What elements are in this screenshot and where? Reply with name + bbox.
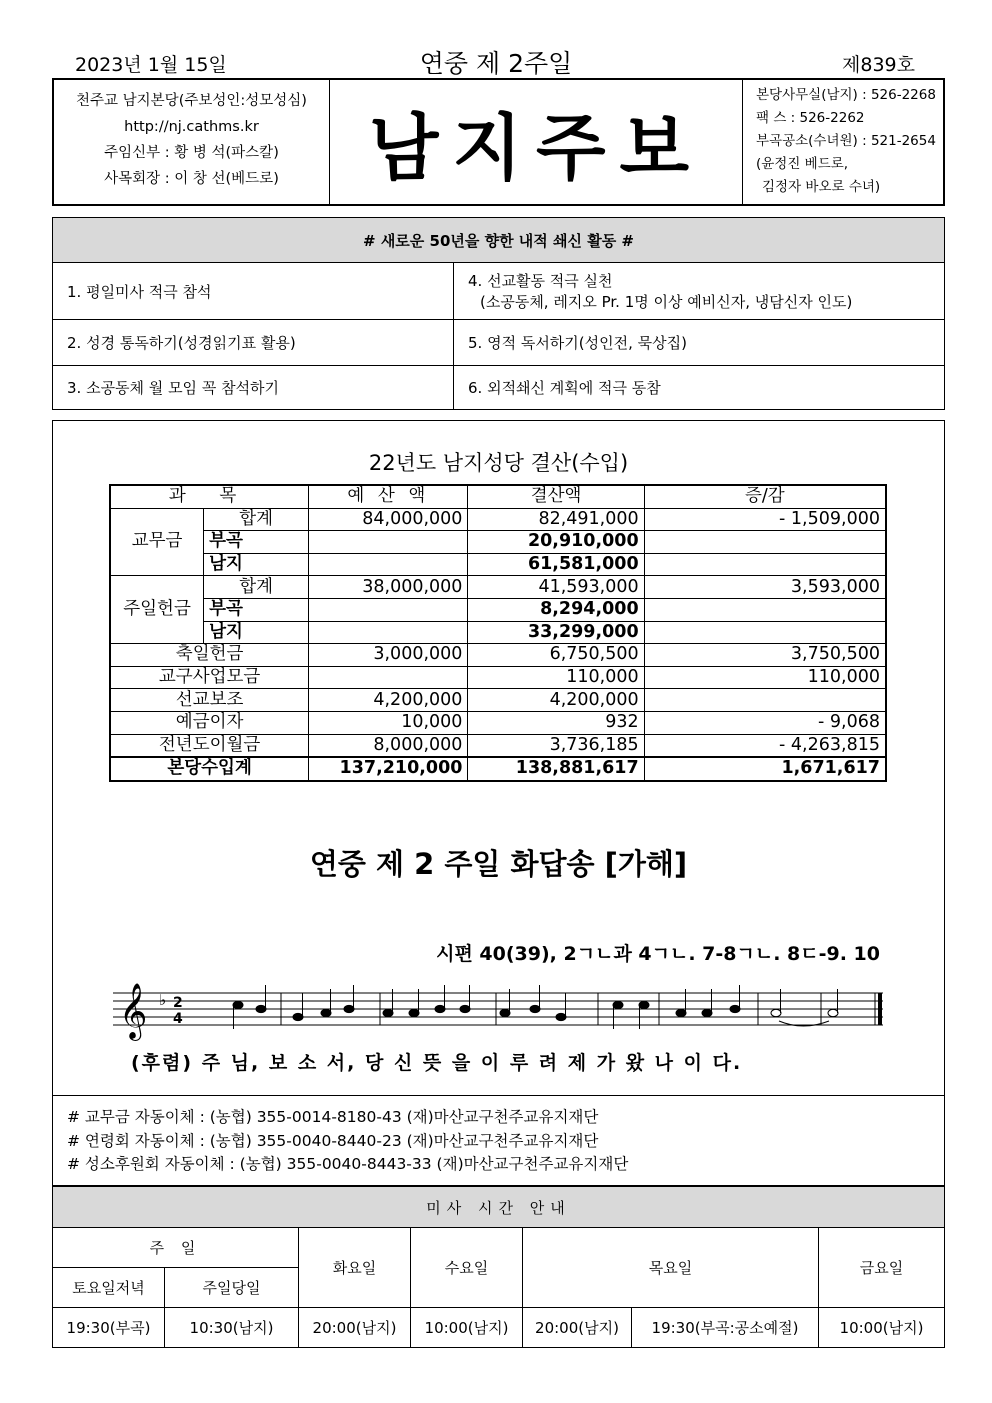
diff-amount bbox=[644, 621, 886, 644]
mass-time: 20:00(남지) bbox=[523, 1308, 632, 1348]
budget-item: 예금이자 bbox=[110, 711, 309, 734]
budget-amount: 38,000,000 bbox=[309, 576, 468, 599]
diff-amount: 110,000 bbox=[644, 666, 886, 689]
renewal-item: 2. 성경 통독하기(성경읽기표 활용) bbox=[53, 320, 454, 366]
sat-eve-header: 토요일저녁 bbox=[53, 1268, 165, 1308]
music-note bbox=[293, 1013, 303, 1020]
budget-item: 전년도이월금 bbox=[110, 734, 309, 757]
psalm-reference: 시편 40(39), 2ㄱㄴ과 4ㄱㄴ. 7-8ㄱㄴ. 8ㄷ-9. 10 bbox=[436, 943, 880, 965]
time-sig-top: 2 bbox=[173, 995, 183, 1011]
budget-row bbox=[110, 508, 886, 531]
budget-group: 교무금 bbox=[110, 508, 204, 576]
budget-item: 남지 bbox=[204, 553, 309, 576]
nun-names-1: (윤정진 베드로, bbox=[756, 156, 849, 172]
actual-amount: 41,593,000 bbox=[468, 576, 644, 599]
fax-number: 팩 스 : 526-2262 bbox=[756, 110, 865, 126]
bulletin-header bbox=[52, 78, 945, 206]
actual-amount: 138,881,617 bbox=[468, 757, 644, 781]
diff-amount bbox=[644, 689, 886, 712]
main-content-box bbox=[52, 420, 945, 1186]
music-note bbox=[613, 1001, 623, 1008]
diff-amount: - 9,068 bbox=[644, 711, 886, 734]
budget-header-row bbox=[110, 485, 886, 508]
renewal-item bbox=[454, 263, 945, 320]
budget-item: 부곡 bbox=[204, 598, 309, 621]
nun-names-2: 김정자 바오로 수녀) bbox=[762, 179, 881, 195]
music-note bbox=[233, 1001, 243, 1008]
transfer-line: # 연령회 자동이체 : (농협) 355-0040-8440-23 (재)마산교구천주교유지재단 bbox=[67, 1131, 599, 1150]
music-note bbox=[828, 1009, 838, 1016]
budget-row bbox=[110, 666, 886, 689]
renewal-item: 6. 외적쇄신 계획에 적극 동참 bbox=[454, 366, 945, 410]
budget-item: 축일헌금 bbox=[110, 644, 309, 667]
col-actual: 결산액 bbox=[468, 485, 644, 508]
mass-heading: 미사 시간 안내 bbox=[53, 1187, 945, 1228]
music-staff bbox=[113, 981, 889, 1045]
diff-amount bbox=[644, 598, 886, 621]
budget-row bbox=[110, 598, 886, 621]
pastor-name: 주임신부 : 황 병 석(파스칼) bbox=[104, 145, 279, 161]
parish-name: 천주교 남지본당(주보성인:성모성심) bbox=[76, 93, 307, 109]
issue-date: 2023년 1월 15일 bbox=[75, 54, 227, 76]
actual-amount: 110,000 bbox=[468, 666, 644, 689]
budget-item: 남지 bbox=[204, 621, 309, 644]
wed-header: 수요일 bbox=[411, 1228, 523, 1308]
budget-table bbox=[109, 484, 887, 782]
diff-amount: 3,750,500 bbox=[644, 644, 886, 667]
budget-amount: 84,000,000 bbox=[309, 508, 468, 531]
music-note bbox=[409, 1009, 419, 1016]
music-note bbox=[500, 1009, 510, 1016]
refrain-lyrics: (후렴) 주 님, 보 소 서, 당 신 뜻 을 이 루 려 제 가 왔 나 이 다. bbox=[131, 1052, 743, 1074]
budget-row bbox=[110, 576, 886, 599]
actual-amount: 4,200,000 bbox=[468, 689, 644, 712]
col-budget: 예 산 액 bbox=[309, 485, 468, 508]
budget-amount bbox=[309, 666, 468, 689]
auto-transfer-info bbox=[53, 1095, 944, 1177]
mass-schedule-table bbox=[52, 1186, 945, 1348]
col-diff: 증/감 bbox=[644, 485, 886, 508]
music-note bbox=[435, 1005, 445, 1012]
mass-time: 10:00(남지) bbox=[819, 1308, 945, 1348]
budget-row bbox=[110, 621, 886, 644]
budget-amount: 4,200,000 bbox=[309, 689, 468, 712]
music-note bbox=[730, 1005, 740, 1012]
budget-amount: 8,000,000 bbox=[309, 734, 468, 757]
mass-time: 19:30(부곡:공소예절) bbox=[632, 1308, 819, 1348]
liturgical-title: 연중 제 2주일 bbox=[419, 49, 573, 78]
budget-amount bbox=[309, 598, 468, 621]
music-note bbox=[676, 1009, 686, 1016]
actual-amount: 20,910,000 bbox=[468, 531, 644, 554]
music-note bbox=[383, 1009, 393, 1016]
budget-row bbox=[110, 734, 886, 757]
actual-amount: 61,581,000 bbox=[468, 553, 644, 576]
budget-amount: 137,210,000 bbox=[309, 757, 468, 781]
diff-amount bbox=[644, 553, 886, 576]
psalm-title: 연중 제 2 주일 화답송 [가해] bbox=[309, 847, 688, 881]
diff-amount bbox=[644, 531, 886, 554]
music-note bbox=[639, 1001, 649, 1008]
parish-url[interactable]: http://nj.cathms.kr bbox=[124, 119, 259, 135]
contact-info bbox=[742, 80, 943, 204]
renewal-item: 3. 소공동체 월 모임 꼭 참석하기 bbox=[53, 366, 454, 410]
budget-item: 선교보조 bbox=[110, 689, 309, 712]
budget-item: 합계 bbox=[204, 576, 309, 599]
renewal-item-line: 4. 선교활동 적극 실천 bbox=[468, 272, 613, 290]
diff-amount: 3,593,000 bbox=[644, 576, 886, 599]
budget-amount bbox=[309, 531, 468, 554]
diff-amount: - 1,509,000 bbox=[644, 508, 886, 531]
time-sig-bottom: 4 bbox=[173, 1011, 183, 1027]
music-note bbox=[321, 1009, 331, 1016]
sunday-header: 주 일 bbox=[53, 1228, 299, 1268]
budget-item: 교구사업모금 bbox=[110, 666, 309, 689]
thu-header: 목요일 bbox=[523, 1228, 819, 1308]
flat-icon: ♭ bbox=[159, 991, 167, 1009]
transfer-line: # 교무금 자동이체 : (농협) 355-0014-8180-43 (재)마산교구천주교유지재단 bbox=[67, 1108, 599, 1126]
parish-info bbox=[54, 80, 330, 204]
music-note bbox=[702, 1009, 712, 1016]
office-phone: 본당사무실(남지) : 526-2268 bbox=[756, 87, 936, 103]
music-note bbox=[344, 1005, 354, 1012]
budget-title: 22년도 남지성당 결산(수입) bbox=[368, 451, 629, 475]
masthead-title: 남지주보 bbox=[330, 80, 743, 204]
budget-row bbox=[110, 689, 886, 712]
treble-clef-icon: 𝄞 bbox=[119, 983, 148, 1039]
budget-group: 주일헌금 bbox=[110, 576, 204, 644]
renewal-item-line: (소공동체, 레지오 Pr. 1명 이상 예비신자, 냉담신자 인도) bbox=[480, 293, 853, 311]
budget-amount bbox=[309, 553, 468, 576]
budget-item: 부곡 bbox=[204, 531, 309, 554]
music-note bbox=[256, 1005, 266, 1012]
tue-header: 화요일 bbox=[299, 1228, 411, 1308]
mission-phone: 부곡공소(수녀원) : 521-2654 bbox=[756, 133, 936, 149]
renewal-item: 1. 평일미사 적극 참석 bbox=[53, 263, 454, 320]
council-chairman: 사목회장 : 이 창 선(베드로) bbox=[104, 171, 279, 187]
diff-amount: 1,671,617 bbox=[644, 757, 886, 781]
budget-amount bbox=[309, 621, 468, 644]
music-note bbox=[771, 1009, 781, 1016]
transfer-line: # 성소후원회 자동이체 : (농협) 355-0040-8443-33 (재)마산교구천주교유지재단 bbox=[67, 1155, 629, 1173]
actual-amount: 6,750,500 bbox=[468, 644, 644, 667]
budget-row bbox=[110, 757, 886, 781]
actual-amount: 82,491,000 bbox=[468, 508, 644, 531]
renewal-heading: # 새로운 50년을 향한 내적 쇄신 활동 # bbox=[53, 218, 945, 263]
fri-header: 금요일 bbox=[819, 1228, 945, 1308]
mass-time: 10:30(남지) bbox=[165, 1308, 299, 1348]
music-note bbox=[530, 1005, 540, 1012]
actual-amount: 932 bbox=[468, 711, 644, 734]
budget-row bbox=[110, 711, 886, 734]
music-note bbox=[556, 1013, 566, 1020]
diff-amount: - 4,263,815 bbox=[644, 734, 886, 757]
mass-time: 10:00(남지) bbox=[411, 1308, 523, 1348]
col-subject: 과 목 bbox=[110, 485, 309, 508]
budget-row bbox=[110, 531, 886, 554]
renewal-activities-table bbox=[52, 217, 945, 410]
mass-time: 20:00(남지) bbox=[299, 1308, 411, 1348]
actual-amount: 8,294,000 bbox=[468, 598, 644, 621]
budget-row bbox=[110, 553, 886, 576]
actual-amount: 33,299,000 bbox=[468, 621, 644, 644]
music-note bbox=[460, 1005, 470, 1012]
budget-item: 본당수입계 bbox=[110, 757, 309, 781]
budget-amount: 3,000,000 bbox=[309, 644, 468, 667]
budget-amount: 10,000 bbox=[309, 711, 468, 734]
actual-amount: 3,736,185 bbox=[468, 734, 644, 757]
sun-day-header: 주일당일 bbox=[165, 1268, 299, 1308]
budget-row bbox=[110, 644, 886, 667]
issue-number: 제839호 bbox=[842, 54, 915, 76]
mass-time: 19:30(부곡) bbox=[53, 1308, 165, 1348]
renewal-item: 5. 영적 독서하기(성인전, 묵상집) bbox=[454, 320, 945, 366]
budget-item: 합계 bbox=[204, 508, 309, 531]
